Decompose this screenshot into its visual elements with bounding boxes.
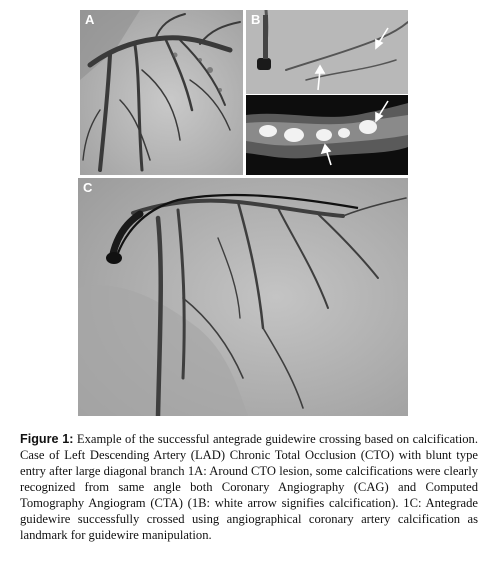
angiogram-image-c: [78, 178, 408, 416]
caption-text: Example of the successful antegrade guidewire crossing based on calcification. Case of Left Descending Artery (LAD) Chronic Total Occlusion (CTO) with blunt type entry after large diagonal branch 1A: Around CTO lesion, some calcifications were clearly recognized from same angle both Coronary Angiography (CAG) and Computed Tomography Angiogram (CTA) (1B: white arrow signifies calcification). 1C: Antegrade guidewire successfully crossed using angiographical coronary artery calcification as landmark for guidewire manipulation.: [20, 432, 478, 542]
angiogram-image-b: [246, 10, 408, 94]
panel-label-c: C: [83, 180, 93, 195]
ct-angiogram-panel: [246, 95, 408, 175]
panel-label-a: A: [85, 12, 95, 27]
catheter-tip: [106, 252, 122, 264]
catheter-tip: [257, 58, 271, 70]
angiogram-panel-b: [246, 10, 408, 94]
ct-angiogram-image: [246, 95, 408, 175]
angiogram-panel-c: [78, 178, 408, 416]
caption-label: Figure 1:: [20, 432, 74, 446]
panel-label-b: B: [251, 12, 261, 27]
angiogram-panel-a: [80, 10, 243, 175]
figure-caption: [20, 431, 478, 543]
angiogram-image-a: [80, 10, 243, 175]
